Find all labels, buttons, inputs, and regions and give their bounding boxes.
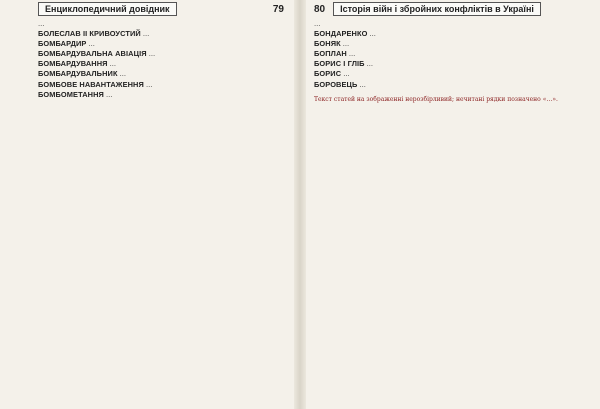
entry-text: … [359, 80, 366, 89]
entry-headword: БОМБОВЕ НАВАНТАЖЕННЯ [38, 79, 144, 89]
entry-headword: БОМБАРДИР [38, 39, 87, 49]
entry-headword: БОПЛАН [314, 49, 347, 59]
entry-text: … [119, 70, 126, 79]
right-page-number: 80 [314, 3, 326, 15]
dictionary-entry [38, 20, 286, 29]
entry-text: … [148, 50, 156, 59]
entry-text: … [314, 20, 321, 28]
dictionary-entry [314, 59, 562, 69]
entry-headword: БОЛЕСЛАВ ІІ КРИВОУСТИЙ [38, 29, 141, 39]
left-page [0, 0, 294, 409]
left-page-body [38, 20, 286, 100]
entry-headword: БОМБАРДУВАЛЬНИК [38, 69, 118, 79]
entry-text: … [109, 60, 117, 69]
entry-headword: БОРОВЕЦЬ [314, 79, 358, 89]
dictionary-entry [314, 80, 562, 90]
entry-text: … [88, 40, 95, 49]
dictionary-entry [38, 29, 286, 39]
legibility-note: Текст статей на зображенні нерозбірливий; нечитані рядки позначено «…». [314, 95, 558, 103]
entry-headword: БОНДАРЕНКО [314, 29, 368, 39]
left-running-head: Енциклопедичний довідник [38, 2, 177, 16]
dictionary-entry [38, 39, 286, 49]
entry-text: … [366, 60, 373, 69]
entry-text: … [343, 70, 350, 79]
dictionary-entry [38, 69, 286, 79]
right-page-body [314, 20, 562, 110]
entry-headword: БОНЯК [314, 39, 341, 49]
dictionary-entry [314, 69, 562, 79]
entry-text: … [105, 90, 113, 99]
entry-headword: БОМБОМЕТАННЯ [38, 89, 104, 99]
left-page-number: 79 [272, 3, 284, 15]
dictionary-entry [314, 39, 562, 49]
dictionary-entry [38, 49, 286, 59]
entry-headword: БОРИС [314, 69, 342, 79]
entry-headword: БОМБАРДУВАЛЬНА АВІАЦІЯ [38, 49, 147, 59]
entry-text: … [348, 50, 356, 59]
entry-text: … [342, 40, 350, 49]
entry-headword: БОРИС І ГЛІБ [314, 59, 365, 69]
dictionary-entry [314, 49, 562, 59]
right-page [306, 0, 600, 409]
entry-text: … [38, 20, 45, 28]
right-running-head: Історія війн і збройних конфліктів в Україні [333, 2, 541, 16]
dictionary-entry [314, 29, 562, 39]
entry-text: … [369, 30, 376, 39]
dictionary-entry [38, 80, 286, 90]
entry-headword: БОМБАРДУВАННЯ [38, 59, 108, 69]
right-page-header [314, 2, 562, 16]
entry-text: … [145, 80, 153, 89]
dictionary-entry [38, 59, 286, 69]
left-page-header [38, 2, 284, 16]
entry-text: … [142, 30, 150, 39]
book-gutter [294, 0, 306, 409]
dictionary-entry [38, 90, 286, 100]
dictionary-entry [314, 20, 562, 29]
